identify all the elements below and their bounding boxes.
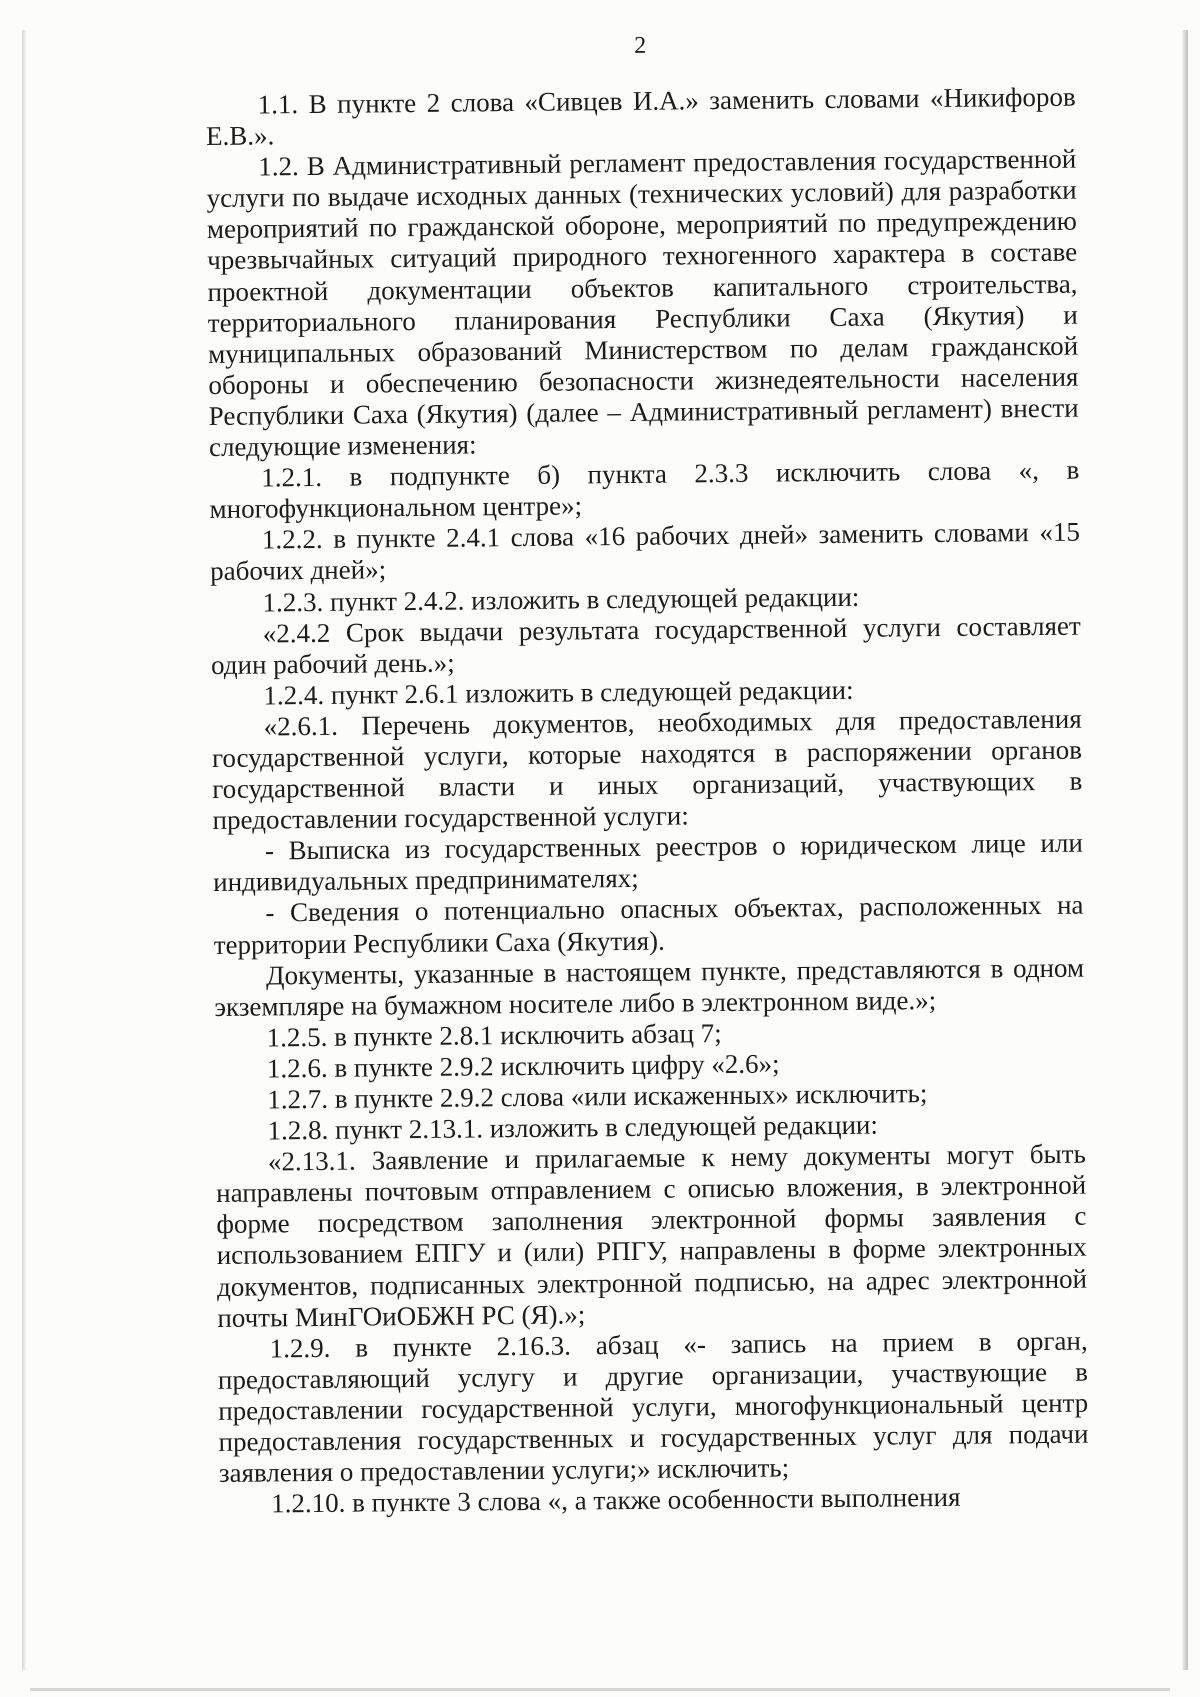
paragraph-1-2-5: 1.2.5. в пункте 2.8.1 исключить абзац 7; [266,1017,722,1053]
paragraph-1-2-2: 1.2.2. в пункте 2.4.1 слова «16 рабочих дней» заменить словами «15 рабочих дней»; [210,516,1081,587]
quote-2-13-1: «2.13.1. Заявление и прилагаемые к нему документы могут быть направлены почтовым отправлением с описью вложения, в электронной форме посредством заполнения электронной формы заявления с использованием ЕПГУ и (или) РПГУ, направлены в форме электронных документов, подписанных электронной подписью, на адрес электронной почты МинГОиОБЖН РС (Я).»; [216,1138,1088,1333]
paragraph-1-2-9: 1.2.9. в пункте 2.16.3. абзац «- запись на прием в орган, предоставляющий услугу и другие организации, участвующие в предоставлении государственной услуги, многофункциональный центр предоставления государственных и государственных услуг для подачи заявления о предоставлении услуги;» исключить; [217,1325,1089,1489]
paragraph-1-2-10: 1.2.10. в пункте 3 слова «, а также особенности выполнения [271,1482,961,1519]
quote-2-6-1: «2.6.1. Перечень документов, необходимых для предоставления государственной услуги, которые находятся в распоряжении органов государственной власти и иных организаций, участвующих в предоставлении государственной услуги: [211,703,1083,836]
paragraph-documents-note: Документы, указанные в настоящем пункте, представляются в одном экземпляре на бумажном носителе либо в электронном виде.»; [214,952,1085,1022]
paragraph-1-2: 1.2. В Административный регламент предоставления государственной услуги по выдаче исходных данных (технических условий) для разработки мероприятий по гражданской обороне, мероприятий по предупреждению чрезвычайных ситуаций природного техногенного характера в составе проектной документации объектов капитального строительства, территориального планирования Республики Саха (Якутия) и муниципальных образований Министерством по делам гражданской обороны и обеспечению безопасности жизнедеятельности населения Республики Саха (Якутия) (далее – Административный регламент) внести следующие изменения: [206,143,1079,463]
document-body [205,22,1089,1521]
scan-edge-bottom [30,1688,1170,1691]
list-item-registry-extract: - Выписка из государственных реестров о юридическом лице или индивидуальных предпринимателях; [213,827,1083,898]
paragraph-1-2-1: 1.2.1. в подпункте б) пункта 2.3.3 исключить слова «, в многофункциональном центре»; [209,454,1080,525]
page-number: 2 [634,32,647,59]
list-item-hazardous-objects: - Сведения о потенциально опасных объектах, расположенных на территории Республики Саха (Якутия). [213,890,1084,960]
paragraph-1-2-6: 1.2.6. в пункте 2.9.2 исключить цифру «2.6»; [266,1048,780,1084]
paragraph-1-2-7: 1.2.7. в пункте 2.9.2 слова «или искаженных» исключить; [267,1078,928,1115]
paragraph-1-2-8: 1.2.8. пункт 2.13.1. изложить в следующей редакции: [267,1109,879,1146]
scan-edge-right [1182,30,1188,1670]
paragraph-1-2-4: 1.2.4. пункт 2.6.1 изложить в следующей редакции: [263,674,854,711]
paragraph-1-2-3: 1.2.3. пункт 2.4.2. изложить в следующей редакции: [262,581,860,617]
scan-edge-left [22,30,26,1670]
paragraph-1-1: 1.1. В пункте 2 слова «Сивцев И.А.» заменить словами «Никифоров Е.В.». [205,81,1076,152]
quote-2-4-2: «2.4.2 Срок выдачи результата государственной услуги составляет один рабочий день.»; [210,610,1081,680]
